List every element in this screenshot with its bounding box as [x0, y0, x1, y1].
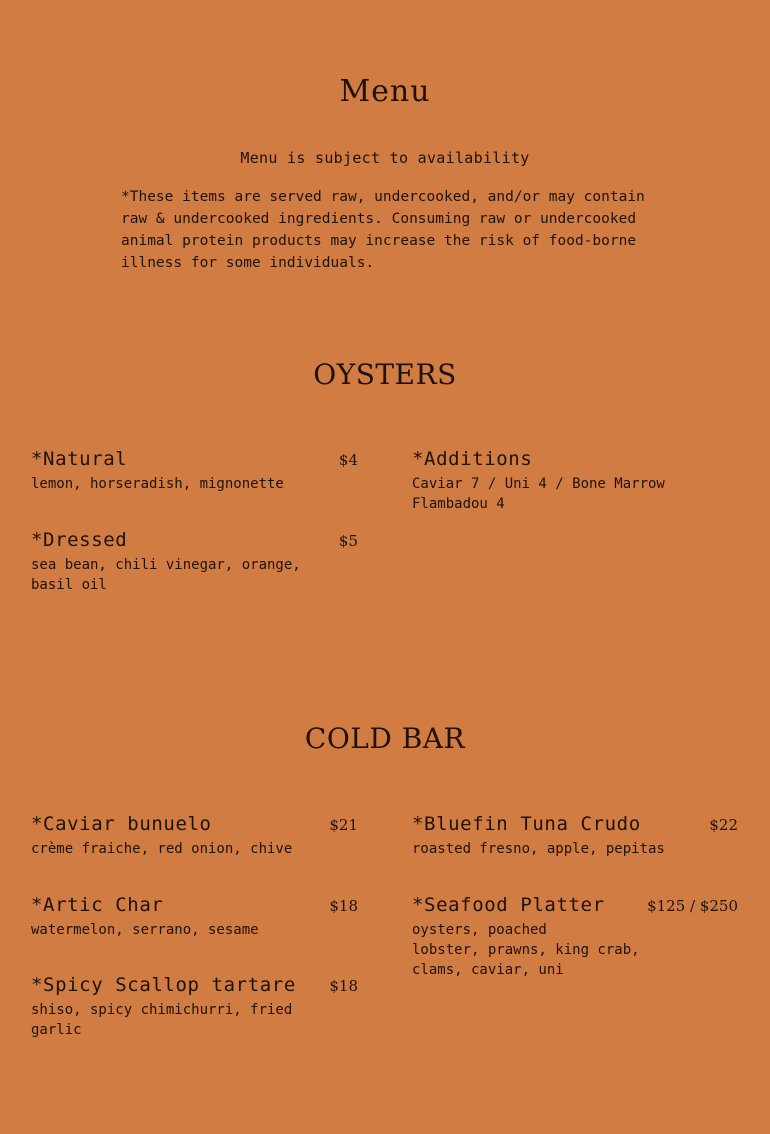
item-name: *Seafood Platter [412, 894, 605, 916]
item-price: $18 [329, 977, 358, 995]
menu-item-spicy-scallop-tartare [31, 974, 358, 1040]
menu-item-artic-char [31, 894, 358, 940]
item-description: shiso, spicy chimichurri, fried garlic [31, 1002, 293, 1038]
item-price: $5 [338, 532, 358, 550]
raw-food-disclaimer: *These items are served raw, undercooked, and/or may contain raw & undercooked ingredients. Consuming raw or undercooked animal protein products may increase the risk of food-borne illness for some individuals. [121, 189, 645, 271]
menu-item-natural [31, 448, 358, 494]
item-name: *Spicy Scallop tartare [31, 974, 296, 996]
item-price: $22 [709, 816, 738, 834]
item-description: oysters, poached lobster, prawns, king crab, clams, caviar, uni [412, 922, 640, 978]
item-name: *Dressed [31, 529, 128, 551]
item-price: $18 [329, 897, 358, 915]
menu-item-additions [412, 448, 738, 514]
item-description: lemon, horseradish, mignonette [31, 476, 284, 492]
item-description: Caviar 7 / Uni 4 / Bone Marrow Flambadou 4 [412, 476, 665, 512]
availability-note: Menu is subject to availability [240, 149, 530, 167]
item-name: *Bluefin Tuna Crudo [412, 813, 641, 835]
item-name: *Additions [412, 448, 533, 470]
item-description: roasted fresno, apple, pepitas [412, 841, 665, 857]
item-name: *Artic Char [31, 894, 164, 916]
menu-title: Menu [339, 74, 431, 109]
menu-item-seafood-platter [412, 894, 738, 980]
item-description: watermelon, serrano, sesame [31, 922, 259, 938]
item-description: crème fraiche, red onion, chive [31, 841, 293, 857]
menu-item-bluefin-tuna-crudo [412, 813, 738, 859]
item-description: sea bean, chili vinegar, orange, basil oil [31, 557, 301, 593]
item-price: $4 [338, 451, 358, 469]
item-name: *Natural [31, 448, 128, 470]
oysters-heading: OYSTERS [313, 358, 457, 391]
item-price: $21 [329, 816, 358, 834]
menu-item-dressed [31, 529, 358, 595]
cold-bar-heading: COLD BAR [304, 722, 466, 755]
item-price: $125 / $250 [647, 897, 738, 915]
item-name: *Caviar bunuelo [31, 813, 212, 835]
menu-item-caviar-bunuelo [31, 813, 358, 859]
